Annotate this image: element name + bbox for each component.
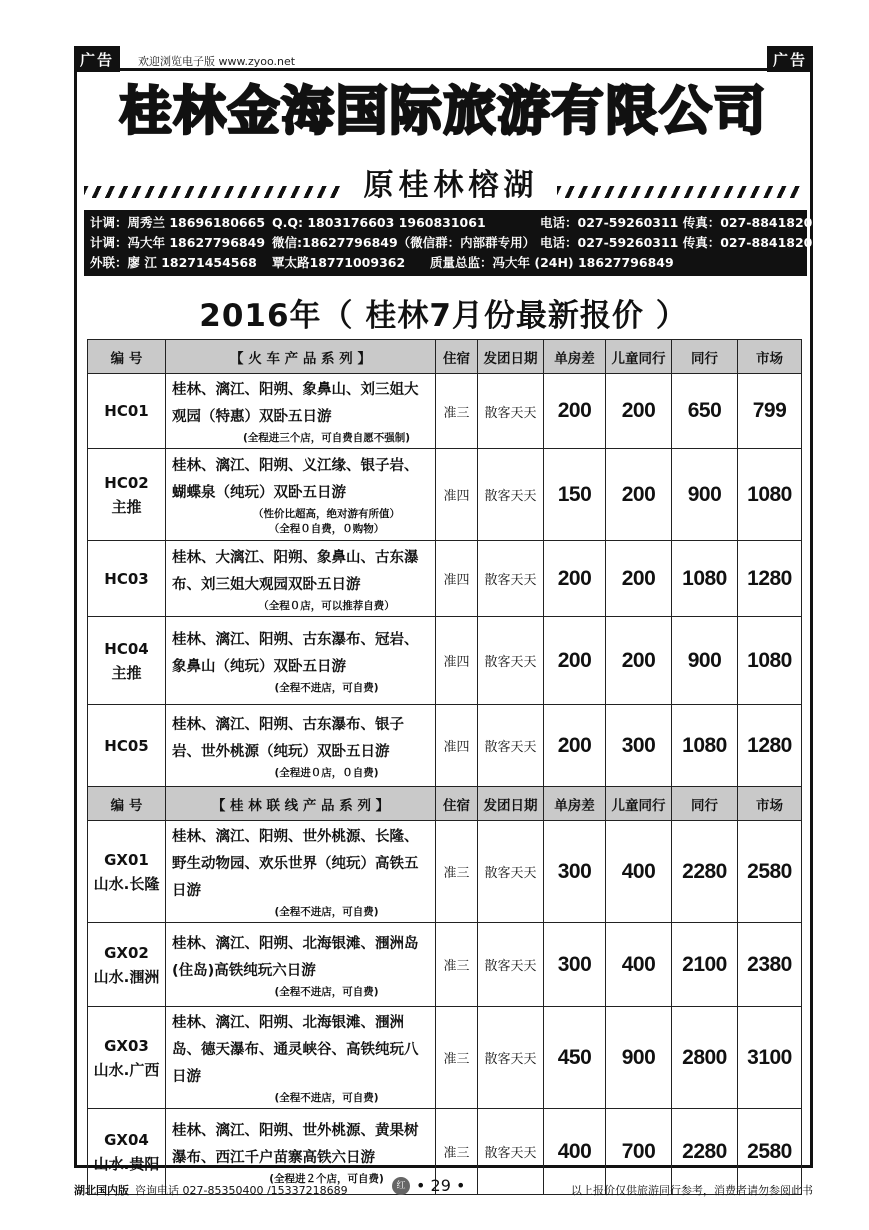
- market-price-cell: 2580: [738, 821, 802, 923]
- product-code-cell: [88, 541, 166, 617]
- contact-row: [90, 253, 801, 273]
- product-description: 桂林、漓江、阳朔、世外桃源、黄果树瀑布、西江千户苗寨高铁六日游: [172, 1122, 419, 1166]
- market-price-cell: 1280: [738, 705, 802, 787]
- subtitle-row: [84, 160, 803, 203]
- contact-row: [90, 233, 822, 253]
- product-description: 桂林、漓江、阳朔、古东瀑布、银子岩、世外桃源（纯玩）双卧五日游: [172, 716, 404, 760]
- product-tag: 主推: [111, 497, 142, 516]
- contact-planner-2: 计调：冯大年 18627796849: [90, 235, 266, 250]
- contact-phone-fax-1: 电话：027-59260311 传真：027-88418203: [540, 215, 822, 230]
- page-number: • 29 •: [416, 1176, 466, 1195]
- departure-cell: 散客天天: [478, 923, 544, 1007]
- product-description: 桂林、漓江、阳朔、古东瀑布、冠岩、象鼻山（纯玩）双卧五日游: [172, 631, 419, 675]
- table-row: [88, 821, 802, 923]
- single-supplement-cell: 150: [544, 449, 606, 541]
- product-note: (全程进０店，０自费): [274, 766, 379, 779]
- single-supplement-cell: 400: [544, 1109, 606, 1195]
- product-code: GX04: [104, 1130, 149, 1149]
- product-description-cell: [166, 821, 436, 923]
- departure-cell: 散客天天: [478, 705, 544, 787]
- table-header-row: [88, 340, 802, 374]
- product-description: 桂林、漓江、阳朔、北海银滩、涠洲岛(住岛)高铁纯玩六日游: [172, 935, 419, 979]
- product-description: 桂林、漓江、阳朔、义江缘、银子岩、蝴蝶泉（纯玩）双卧五日游: [172, 458, 419, 501]
- product-description-cell: [166, 374, 436, 449]
- column-header: 单房差: [544, 340, 606, 374]
- ad-label-left: 广告: [74, 46, 120, 72]
- contact-liaison-2: 覃太路18771009362: [272, 255, 406, 270]
- child-peer-price-cell: 200: [606, 541, 672, 617]
- product-description: 桂林、大漓江、阳朔、象鼻山、古东瀑布、刘三姐大观园双卧五日游: [172, 549, 419, 593]
- column-header: 同行: [672, 340, 738, 374]
- single-supplement-cell: 200: [544, 374, 606, 449]
- lodging-cell: 准三: [436, 821, 478, 923]
- peer-price-cell: 900: [672, 449, 738, 541]
- contact-wechat: 微信:18627796849（微信群：内部群专用）: [272, 235, 536, 250]
- table-header-row: [88, 787, 802, 821]
- product-tag: 山水.广西: [93, 1060, 160, 1079]
- peer-price-cell: 650: [672, 374, 738, 449]
- product-code: HC04: [104, 639, 149, 658]
- product-description-cell: [166, 541, 436, 617]
- contact-quality: 质量总监：冯大年 (24H) 18627796849: [430, 255, 674, 270]
- column-header: 住宿: [436, 787, 478, 821]
- column-header: 发团日期: [478, 787, 544, 821]
- market-price-cell: 1280: [738, 541, 802, 617]
- contact-phone-fax-2: 电话：027-59260311 传真：027-88418203: [540, 235, 822, 250]
- product-description: 桂林、漓江、阳朔、象鼻山、刘三姐大观园（特惠）双卧五日游: [172, 382, 419, 425]
- child-peer-price-cell: 900: [606, 1007, 672, 1109]
- column-header: 发团日期: [478, 340, 544, 374]
- table-row: [88, 705, 802, 787]
- column-header: 编 号: [88, 787, 166, 821]
- departure-cell: 散客天天: [478, 449, 544, 541]
- table-row: [88, 923, 802, 1007]
- product-note: (全程进三个店，可自费自愿不强制): [242, 432, 411, 444]
- single-supplement-cell: 200: [544, 541, 606, 617]
- product-description: 桂林、漓江、阳朔、北海银滩、涠洲岛、德天瀑布、通灵峡谷、高铁纯玩八日游: [172, 1015, 419, 1085]
- footer-phone: 咨询电话 027-85350400 /15337218689: [135, 1184, 348, 1197]
- contact-planner-1: 计调：周秀兰 18696180665: [90, 215, 266, 230]
- ad-label-right: 广告: [767, 46, 813, 72]
- column-header: 同行: [672, 787, 738, 821]
- product-code: GX02: [104, 943, 149, 962]
- single-supplement-cell: 200: [544, 705, 606, 787]
- subtitle: 原桂林榕湖: [363, 168, 539, 203]
- single-supplement-cell: 450: [544, 1007, 606, 1109]
- departure-cell: 散客天天: [478, 617, 544, 705]
- product-code-cell: [88, 821, 166, 923]
- lodging-cell: 准四: [436, 449, 478, 541]
- product-code-cell: [88, 449, 166, 541]
- column-header: 住宿: [436, 340, 478, 374]
- departure-cell: 散客天天: [478, 1109, 544, 1195]
- column-header: 市场: [738, 340, 802, 374]
- product-note: （性价比超高，绝对游有所值）: [253, 508, 400, 520]
- column-header: 编 号: [88, 340, 166, 374]
- product-description-cell: [166, 923, 436, 1007]
- column-header: 单房差: [544, 787, 606, 821]
- market-price-cell: 3100: [738, 1007, 802, 1109]
- market-price-cell: 2380: [738, 923, 802, 1007]
- single-supplement-cell: 200: [544, 617, 606, 705]
- single-supplement-cell: 300: [544, 821, 606, 923]
- product-code: HC01: [104, 402, 149, 420]
- product-note: (全程不进店，可自费): [274, 681, 379, 694]
- lodging-cell: 准三: [436, 1007, 478, 1109]
- peer-price-cell: 900: [672, 617, 738, 705]
- table-row: [88, 1007, 802, 1109]
- contact-bar: [84, 210, 822, 276]
- product-description: 桂林、漓江、阳朔、世外桃源、长隆、野生动物园、欢乐世界（纯玩）高铁五日游: [172, 829, 419, 899]
- company-name: 桂林金海国际旅游有限公司: [119, 82, 768, 142]
- departure-cell: 散客天天: [478, 541, 544, 617]
- product-description-cell: [166, 1007, 436, 1109]
- peer-price-cell: 2800: [672, 1007, 738, 1109]
- child-peer-price-cell: 300: [606, 705, 672, 787]
- market-price-cell: 1080: [738, 617, 802, 705]
- product-code: GX03: [104, 1036, 149, 1055]
- product-note: （全程０自费，０购物）: [268, 523, 385, 535]
- column-header: 儿童同行: [606, 787, 672, 821]
- lodging-cell: 准三: [436, 923, 478, 1007]
- child-peer-price-cell: 200: [606, 449, 672, 541]
- child-peer-price-cell: 400: [606, 923, 672, 1007]
- single-supplement-cell: 300: [544, 923, 606, 1007]
- peer-price-cell: 1080: [672, 705, 738, 787]
- child-peer-price-cell: 200: [606, 374, 672, 449]
- market-price-cell: 1080: [738, 449, 802, 541]
- product-description-cell: [166, 705, 436, 787]
- peer-price-cell: 1080: [672, 541, 738, 617]
- lodging-cell: 准四: [436, 705, 478, 787]
- product-code: HC02: [104, 473, 149, 492]
- table-row: [88, 374, 802, 449]
- departure-cell: 散客天天: [478, 374, 544, 449]
- column-header: 【 桂 林 联 线 产 品 系 列 】: [166, 787, 436, 821]
- product-tag: 山水.贵阳: [93, 1154, 160, 1173]
- product-code: HC05: [104, 736, 149, 755]
- product-tag: 山水.长隆: [93, 874, 160, 893]
- product-note: (全程不进店，可自费): [274, 985, 379, 998]
- footer-left: [74, 1182, 348, 1198]
- child-peer-price-cell: 400: [606, 821, 672, 923]
- page-badge-icon: 红: [392, 1177, 410, 1195]
- product-description-cell: [166, 617, 436, 705]
- lodging-cell: 准三: [436, 1109, 478, 1195]
- lodging-cell: 准四: [436, 617, 478, 705]
- hatch-decoration-right: [557, 186, 803, 198]
- price-headline: 2016年（ 桂林7月份最新报价 ）: [199, 298, 688, 334]
- peer-price-cell: 2280: [672, 821, 738, 923]
- product-note: (全程不进店，可自费): [274, 1092, 379, 1104]
- lodging-cell: 准三: [436, 374, 478, 449]
- lodging-cell: 准四: [436, 541, 478, 617]
- table-row: [88, 541, 802, 617]
- site-url-text[interactable]: 欢迎浏览电子版 www.zyoo.net: [138, 55, 296, 68]
- contact-qq: Q.Q: 1803176603 1960831061: [272, 215, 486, 230]
- departure-cell: 散客天天: [478, 1007, 544, 1109]
- peer-price-cell: 2100: [672, 923, 738, 1007]
- product-description-cell: [166, 449, 436, 541]
- peer-price-cell: 2280: [672, 1109, 738, 1195]
- product-code-cell: [88, 374, 166, 449]
- market-price-cell: 2580: [738, 1109, 802, 1195]
- edition-label: 湖北国内版: [74, 1184, 129, 1197]
- product-code: GX01: [104, 850, 149, 869]
- product-code: HC03: [104, 569, 149, 588]
- product-code-cell: [88, 923, 166, 1007]
- child-peer-price-cell: 700: [606, 1109, 672, 1195]
- table-row: [88, 449, 802, 541]
- market-price-cell: 799: [738, 374, 802, 449]
- product-code-cell: [88, 1007, 166, 1109]
- product-note: (全程不进店，可自费): [274, 906, 379, 918]
- contact-row: [90, 213, 822, 233]
- departure-cell: 散客天天: [478, 821, 544, 923]
- product-code-cell: [88, 705, 166, 787]
- hatch-decoration-left: [84, 186, 342, 198]
- contact-liaison: 外联：廖 江 18271454568: [90, 255, 257, 270]
- child-peer-price-cell: 200: [606, 617, 672, 705]
- column-header: 儿童同行: [606, 340, 672, 374]
- price-table: [87, 339, 802, 1195]
- footer-disclaimer: 以上报价仅供旅游同行参考，消费者请勿参阅此书: [571, 1184, 813, 1197]
- page-number-block: [392, 1176, 465, 1195]
- page-footer: [74, 1176, 813, 1202]
- product-tag: 主推: [111, 663, 142, 682]
- product-tag: 山水.涠洲: [93, 967, 160, 986]
- column-header: 【 火 车 产 品 系 列 】: [166, 340, 436, 374]
- product-code-cell: [88, 617, 166, 705]
- table-row: [88, 617, 802, 705]
- column-header: 市场: [738, 787, 802, 821]
- product-note: (全程进２个店，可自费): [269, 1172, 384, 1185]
- product-note: （全程０店，可以推荐自费）: [258, 599, 395, 612]
